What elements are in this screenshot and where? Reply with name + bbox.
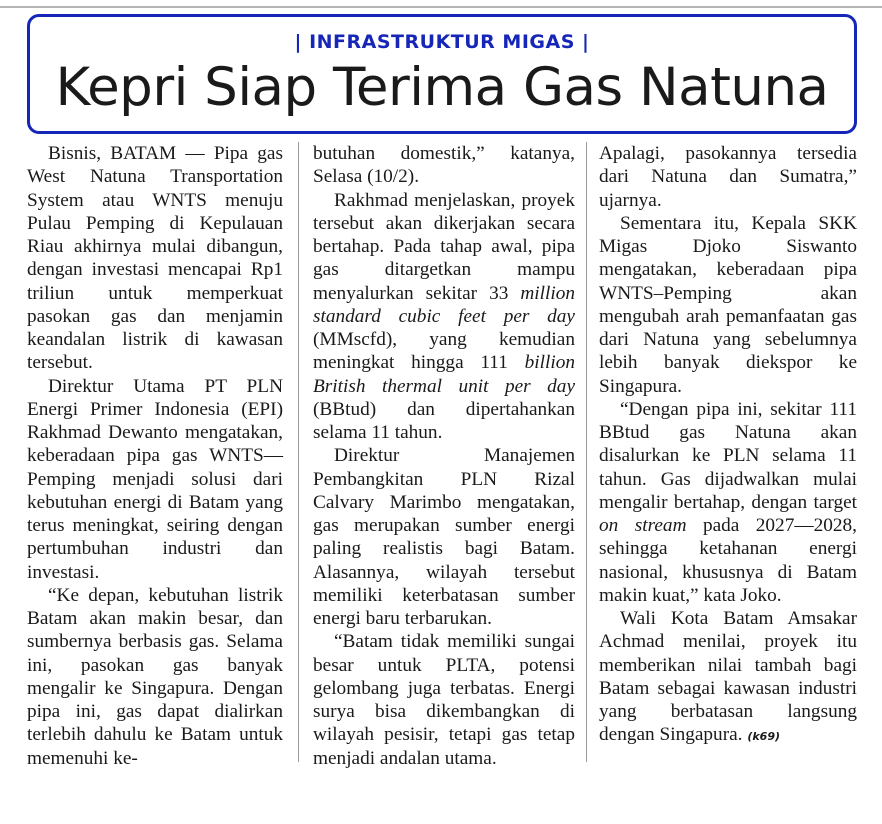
author-signature: (k69)	[747, 730, 781, 744]
paragraph: Direktur Utama PT PLN Energi Primer Indonesia (EPI) Rakhmad Dewanto mengatakan, keberadaan pipa gas WNTS—Pemping menjadi solusi dari kebutuhan energi di Batam yang terus meningkat, seiring dengan pertumbuhan industri dan investasi.	[27, 375, 283, 583]
italic-term: on stream	[599, 515, 687, 536]
paragraph: Apalagi, pasokannya tersedia dari Natuna dan Sumatra,” ujarnya.	[599, 143, 857, 211]
paragraph: Sementara itu, Kepala SKK Migas Djoko Siswanto mengatakan, keberadaan pipa WNTS–Pemping akan mengubah arah pemanfaatan gas dari Natuna yang sebelumnya lebih banyak diekspor ke Singapura.	[599, 212, 857, 397]
text-run: (BBtud) dan dipertahankan selama 11 tahun.	[313, 398, 575, 443]
paragraph	[599, 398, 857, 607]
text-run: Rakhmad menjelaskan, proyek tersebut akan dikerjakan secara bertahap. Pada tahap awal, pipa gas ditargetkan mampu menyalurkan sekitar 33	[313, 189, 575, 304]
italic-term: billion British thermal unit per day	[313, 352, 575, 397]
top-rule	[0, 6, 882, 8]
headline-box	[27, 14, 857, 134]
paragraph: “Ke depan, kebutuhan listrik Batam akan makin besar, dan sumbernya berbasis gas. Selama ini, pasokan gas banyak mengalir ke Singapura. Dengan pipa ini, gas dapat dialirkan terlebih dahulu ke Batam untuk memenuhi ke-	[27, 584, 283, 769]
italic-term: million standard cubic feet per day	[313, 282, 575, 327]
paragraph: “Batam tidak memiliki sungai besar untuk PLTA, potensi gelombang juga terbatas. Energi surya bisa dikembangkan di wilayah pesisir, tetapi gas tetap menjadi andalan utama.	[313, 631, 575, 769]
article-title: Kepri Siap Terima Gas Natuna	[55, 57, 829, 118]
paragraph: Direktur Manajemen Pembangkitan PLN Rizal Calvary Marimbo mengatakan, gas merupakan sumber energi paling realistis bagi Batam. Alasannya, wilayah tersebut memiliki keterbatasan sumber energi baru terbarukan.	[313, 445, 575, 629]
article-column-1	[27, 142, 283, 770]
text-run: Wali Kota Batam Amsakar Achmad menilai, proyek itu memberikan nilai tambah bagi Batam sebagai kawasan industri yang berbatasan langsung dengan Singapura.	[599, 608, 857, 746]
section-kicker: | INFRASTRUKTUR MIGAS |	[294, 31, 590, 53]
paragraph	[313, 189, 575, 445]
text-run: pada 2027—2028, sehingga ketahanan energi nasional, khususnya di Batam makin kuat,” kata Joko.	[599, 515, 858, 606]
paragraph	[599, 607, 857, 749]
article-column-3	[599, 142, 857, 749]
column-divider	[298, 142, 299, 762]
article-column-2	[313, 142, 575, 770]
paragraph: butuhan domestik,” katanya, Selasa (10/2).	[313, 143, 575, 188]
text-run: “Dengan pipa ini, sekitar 111 BBtud gas Natuna akan disalurkan ke PLN selama 11 tahun. Gas dijadwalkan mulai mengalir bertahap, dengan target	[599, 398, 857, 513]
column-divider	[586, 142, 587, 762]
paragraph: Bisnis, BATAM — Pipa gas West Natuna Transportation System atau WNTS menuju Pulau Pemping di Kepulauan Riau akhirnya mulai dibangun, dengan investasi mencapai Rp1 triliun untuk memperkuat pasokan gas dan menjamin keandalan listrik di kawasan tersebut.	[27, 143, 283, 374]
text-run: (MMscfd), yang kemudian meningkat hingga 111	[313, 329, 575, 374]
